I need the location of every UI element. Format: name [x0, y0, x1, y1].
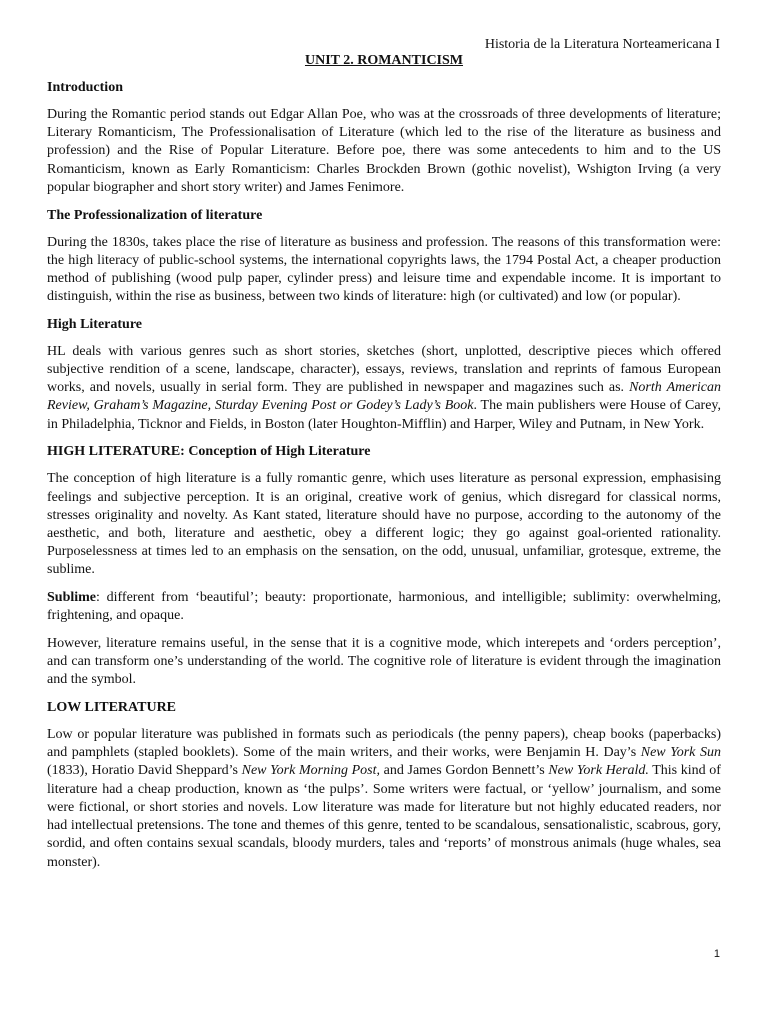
heading-low-literature: LOW LITERATURE	[47, 700, 177, 716]
text-run: and James Gordon Bennett’s	[380, 763, 549, 779]
paragraph-high-literature	[47, 343, 721, 434]
text-run: Low or popular literature was published in formats such as periodicals (the penny papers), cheap books (paperbacks) and pamphlets (stapled booklets). Some of the main writers, and their works, were Benjamin H. Day’s	[47, 727, 721, 761]
heading-introduction: Introduction	[47, 80, 123, 95]
italic-newspaper-title: New York Morning Post,	[241, 763, 380, 779]
document-body	[47, 79, 721, 881]
italic-magazine-titles: North American Review, Graham’s Magazine, Sturday Evening Post or Godey’s Lady’s Book	[47, 380, 721, 414]
text-run: HL deals with various genres such as short stories, sketches (short, unplotted, descriptive pieces which offered subjective rendition of a scene, landscape, character), essays, reviews, translation and reprints of famous European works, and novels, usually in serial form. They are published in newspaper and magazines such as.	[47, 343, 721, 396]
text-run: (1833), Horatio David Sheppard’s	[47, 763, 242, 779]
heading-professionalization: The Professionalization of literature	[47, 207, 263, 223]
heading-high-literature: High Literature	[47, 316, 143, 332]
paragraph-professionalization: During the 1830s, takes place the rise of literature as business and profession. The reasons of this transformation were: the high literacy of public-school systems, the international copyrights laws, the 1794 Postal Act, a cheaper production method of publishing (wood pulp paper, cylinder press) and leisure time and expendable income. It is important to distinguish, within the rise as business, between two kinds of literature: high (or cultivated) and low (or popular).	[47, 234, 721, 305]
paragraph-conception: The conception of high literature is a fully romantic genre, which uses literature as personal expression, emphasising feelings and subjective perception. It is an original, creative work of genius, which disregard for classical norms, stresses originality and novelty. As Kant stated, literature should have no purpose, according to the autonomy of the aesthetic, and both, literature and aesthetic, obey a different logic; they go against goal-oriented rationality. Purposelessness at times led to an emphasis on the sensation, on the odd, unusual, unfamiliar, grotesque, extreme, the sublime.	[47, 471, 721, 578]
definition-sublime: : different from ‘beautiful’; beauty: proportionate, harmonious, and intelligible; sublimity: overwhelming, frightening, and opaque.	[47, 590, 721, 624]
term-sublime: Sublime	[47, 590, 97, 606]
text-run: . The main publishers were House of Carey, in Philadelphia, Ticknor and Fields, in Boston (later Houghton-Mifflin) and Harper, Wiley and Putnam, in New York.	[47, 398, 721, 432]
running-header: Historia de la Literatura Norteamericana I	[484, 37, 720, 52]
paragraph-cognitive-role: However, literature remains useful, in the sense that it is a cognitive mode, which interepets and ‘orders perception’, and can transform one’s understanding of the world. The cognitive role of literature is evident through the imagination and the symbol.	[47, 635, 721, 688]
paragraph-introduction: During the Romantic period stands out Edgar Allan Poe, who was at the crossroads of three developments of literature; Literary Romanticism, The Professionalisation of Literature (which led to the rise of the literature as business and profession) and the Rise of Popular Literature. Before poe, there was some antecedents to him and to the US Romanticism, known as Early Romanticism: Charles Brockden Brown (gothic novelist), Wshigton Irving (a very popular biographer and short story writer) and James Fenimore.	[47, 107, 721, 195]
page-title: UNIT 2. ROMANTICISM	[304, 53, 464, 68]
heading-conception: HIGH LITERATURE: Conception of High Literature	[47, 444, 371, 460]
paragraph-low-literature	[47, 726, 721, 872]
page-number: 1	[713, 948, 720, 960]
italic-newspaper-title: New York Herald.	[548, 763, 649, 779]
text-run: This kind of literature had a cheap production, known as ‘the pulps’. Some writers were factual, or ‘yellow’ journalism, and some were fictional, or short stories and novels. Low literature was made for literature but not highly educated readers, nor had intellectual pretensions. The tone and themes of this genre, tented to be scandalous, sensationalistic, scabrous, gory, sordid, and often contains sexual scandals, bloody murders, tales and ‘reports’ of monstrous animals (huge whales, sea monster).	[47, 763, 721, 870]
italic-newspaper-title: New York Sun	[640, 745, 721, 761]
paragraph-sublime	[47, 589, 721, 625]
